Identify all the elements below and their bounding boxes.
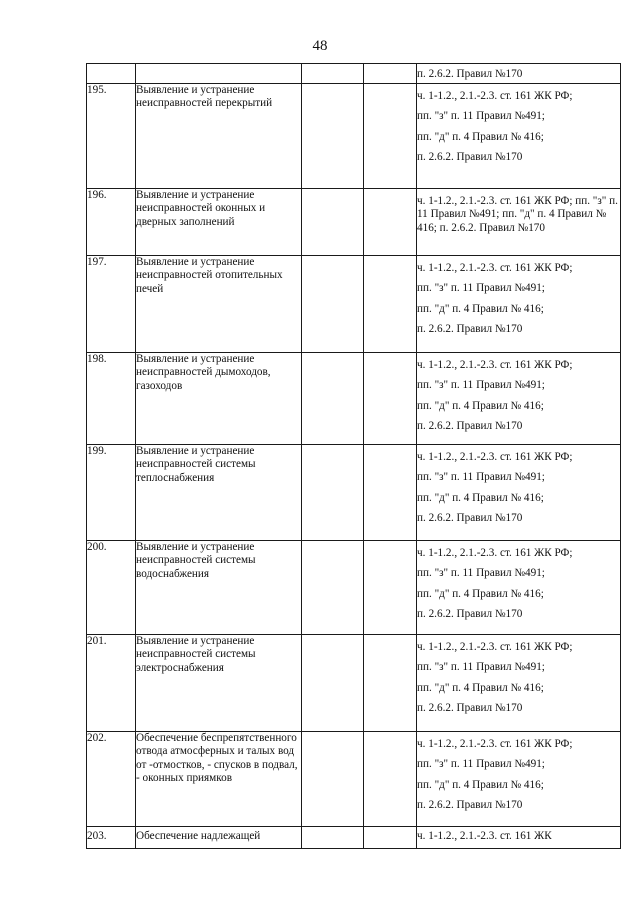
empty-cell — [364, 634, 417, 731]
number-cell — [87, 64, 136, 84]
legal-basis-line: п. 2.6.2. Правил №170 — [417, 68, 523, 80]
legal-basis-line: пп. "з" п. 11 Правил №491; — [417, 758, 545, 770]
table-row — [87, 444, 621, 540]
table-row — [87, 826, 621, 848]
work-name: Выявление и устранение неисправностей дымоходов, газоходов — [136, 352, 302, 444]
legal-basis-cell — [417, 255, 621, 352]
legal-basis-line: ч. 1-1.2., 2.1.-2.3. ст. 161 ЖК РФ; — [417, 640, 573, 653]
table-row — [87, 83, 621, 188]
legal-basis-cell — [417, 352, 621, 444]
work-name: Обеспечение надлежащей — [136, 826, 302, 848]
legal-basis-line: пп. "з" п. 11 Правил №491; — [417, 110, 545, 122]
legal-basis-line: пп. "д" п. 4 Правил № 416; — [417, 399, 544, 412]
item-number: 202. — [87, 731, 136, 826]
work-name: Обеспечение беспрепятственного отвода атмосферных и талых вод от -отмостков, - спусков в подвал, - оконных приямков — [136, 731, 302, 826]
empty-cell — [364, 444, 417, 540]
empty-cell — [364, 255, 417, 352]
item-number: 196. — [87, 188, 136, 255]
empty-cell — [364, 826, 417, 848]
work-name: Выявление и устранение неисправностей системы теплоснабжения — [136, 444, 302, 540]
legal-basis-line: пп. "з" п. 11 Правил №491; — [417, 661, 545, 673]
item-number: 201. — [87, 634, 136, 731]
legal-basis-line: ч. 1-1.2., 2.1.-2.3. ст. 161 ЖК РФ; — [417, 450, 573, 463]
legal-basis-line: пп. "з" п. 11 Правил №491; — [417, 379, 545, 391]
item-number: 198. — [87, 352, 136, 444]
legal-basis-line: пп. "д" п. 4 Правил № 416; — [417, 302, 544, 315]
legal-basis-line: пп. "з" п. 11 Правил №491; — [417, 471, 545, 483]
empty-cell — [364, 731, 417, 826]
item-number: 200. — [87, 540, 136, 634]
empty-cell — [364, 188, 417, 255]
legal-basis-line: ч. 1-1.2., 2.1.-2.3. ст. 161 ЖК РФ; пп. "з" п. 11 Правил №491; пп. "д" п. 4 Правил № 416; п. 2.6.2. Правил №170 — [417, 194, 618, 234]
table-row — [87, 352, 621, 444]
legal-basis-cell — [417, 731, 621, 826]
legal-basis-cell — [417, 188, 621, 255]
legal-basis-cell — [417, 826, 621, 848]
legal-basis-line: ч. 1-1.2., 2.1.-2.3. ст. 161 ЖК РФ; — [417, 89, 573, 102]
empty-cell — [364, 83, 417, 188]
table-row — [87, 731, 621, 826]
item-number: 203. — [87, 826, 136, 848]
legal-basis-line: ч. 1-1.2., 2.1.-2.3. ст. 161 ЖК РФ; — [417, 737, 573, 750]
legal-basis-line: п. 2.6.2. Правил №170 — [417, 702, 523, 714]
empty-cell — [302, 444, 364, 540]
empty-cell — [302, 634, 364, 731]
empty-cell — [364, 540, 417, 634]
empty-cell — [302, 64, 364, 84]
legal-basis-line: пп. "д" п. 4 Правил № 416; — [417, 681, 544, 694]
work-name: Выявление и устранение неисправностей оконных и дверных заполнений — [136, 188, 302, 255]
page-number: 48 — [312, 38, 328, 54]
empty-cell — [364, 64, 417, 84]
item-number: 195. — [87, 83, 136, 188]
work-name: Выявление и устранение неисправностей отопительных печей — [136, 255, 302, 352]
legal-basis-cell — [417, 444, 621, 540]
legal-basis-line: ч. 1-1.2., 2.1.-2.3. ст. 161 ЖК РФ; — [417, 261, 573, 274]
legal-basis-line: пп. "з" п. 11 Правил №491; — [417, 282, 545, 294]
table-row — [87, 634, 621, 731]
legal-basis-line: п. 2.6.2. Правил №170 — [417, 323, 523, 335]
legal-basis-cell — [417, 634, 621, 731]
legal-basis-line: п. 2.6.2. Правил №170 — [417, 420, 523, 432]
work-name: Выявление и устранение неисправностей перекрытий — [136, 83, 302, 188]
empty-cell — [302, 188, 364, 255]
legal-basis-line: пп. "д" п. 4 Правил № 416; — [417, 587, 544, 600]
empty-cell — [302, 352, 364, 444]
table-row — [87, 255, 621, 352]
legal-basis-cell — [417, 83, 621, 188]
legal-basis-line: п. 2.6.2. Правил №170 — [417, 608, 523, 620]
empty-cell — [302, 255, 364, 352]
work-name-cell — [136, 64, 302, 84]
legal-basis-cell — [417, 64, 621, 84]
empty-cell — [302, 540, 364, 634]
legal-basis-line: п. 2.6.2. Правил №170 — [417, 151, 523, 163]
item-number: 197. — [87, 255, 136, 352]
legal-basis-cell — [417, 540, 621, 634]
legal-basis-line: пп. "з" п. 11 Правил №491; — [417, 567, 545, 579]
empty-cell — [302, 83, 364, 188]
legal-basis-line: п. 2.6.2. Правил №170 — [417, 799, 523, 811]
table-row — [87, 64, 621, 84]
work-name: Выявление и устранение неисправностей системы водоснабжения — [136, 540, 302, 634]
item-number: 199. — [87, 444, 136, 540]
work-name: Выявление и устранение неисправностей системы электроснабжения — [136, 634, 302, 731]
legal-basis-line: ч. 1-1.2., 2.1.-2.3. ст. 161 ЖК РФ; — [417, 358, 573, 371]
legal-basis-line: п. 2.6.2. Правил №170 — [417, 512, 523, 524]
legal-basis-line: пп. "д" п. 4 Правил № 416; — [417, 778, 544, 791]
legal-basis-line: ч. 1-1.2., 2.1.-2.3. ст. 161 ЖК — [417, 829, 552, 842]
empty-cell — [302, 826, 364, 848]
legal-basis-line: ч. 1-1.2., 2.1.-2.3. ст. 161 ЖК РФ; — [417, 546, 573, 559]
regulations-table — [86, 63, 621, 849]
empty-cell — [364, 352, 417, 444]
legal-basis-line: пп. "д" п. 4 Правил № 416; — [417, 491, 544, 504]
table-row — [87, 540, 621, 634]
legal-basis-line: пп. "д" п. 4 Правил № 416; — [417, 130, 544, 143]
empty-cell — [302, 731, 364, 826]
table-row — [87, 188, 621, 255]
